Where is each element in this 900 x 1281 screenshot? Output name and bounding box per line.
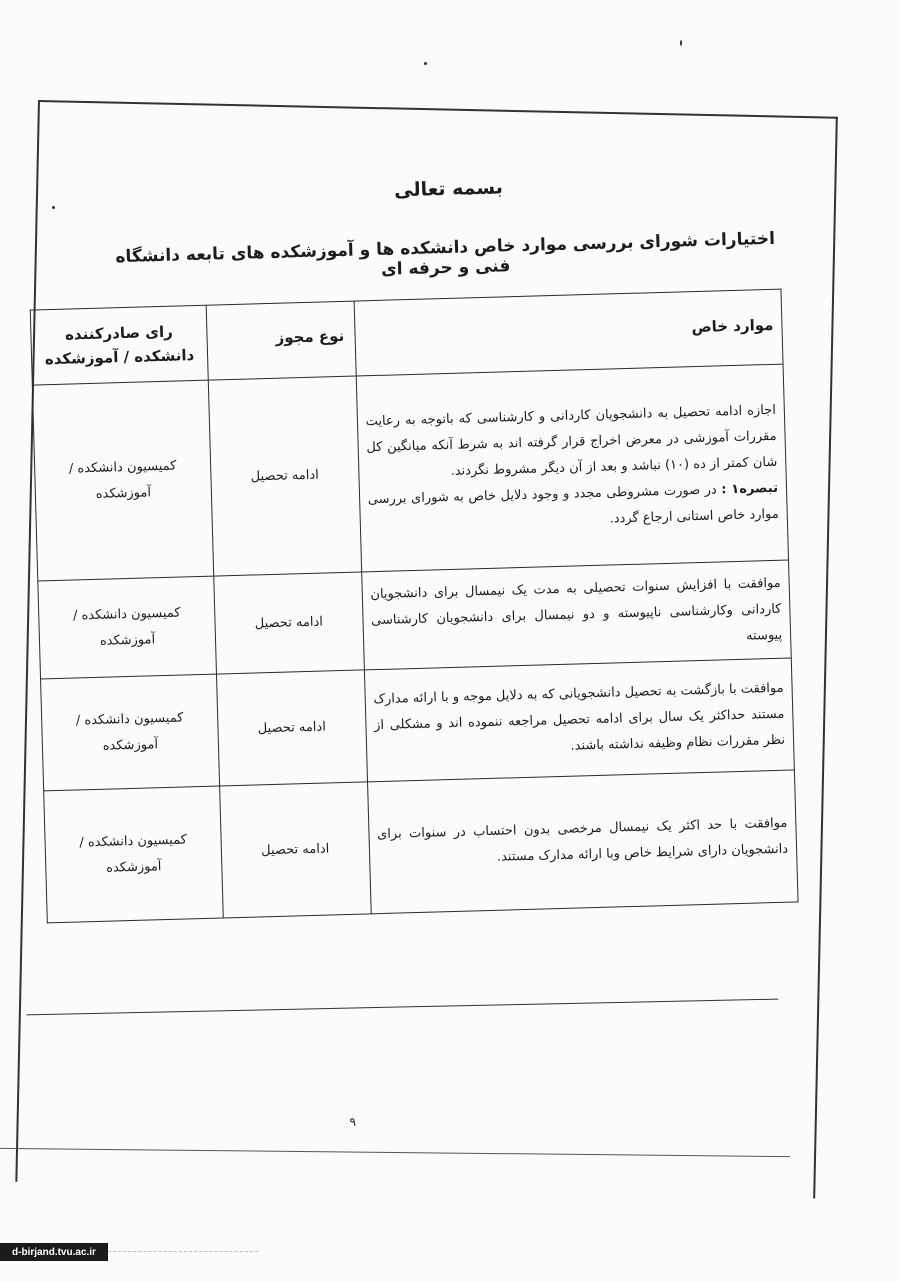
permit-type-cell: ادامه تحصیل (220, 782, 371, 918)
document-heading: بسمه تعالی (393, 176, 504, 202)
document-subheading: اختیارات شورای بررسی موارد خاص دانشکده ها و آموزشکده های تابعه دانشگاه فنی و حرفه ای (115, 228, 776, 280)
authority-cell: کمیسیون دانشکده / آموزشکده (44, 786, 224, 923)
authority-cell: کمیسیون دانشکده / آموزشکده (38, 576, 217, 679)
scan-speck (424, 62, 427, 65)
footer-divider (26, 999, 778, 1016)
case-cell (356, 364, 789, 572)
watermark-dash-line (108, 1251, 258, 1252)
table-row (41, 658, 795, 791)
case-cell: موافقت با افزایش سنوات تحصیلی به مدت یک نیمسال برای دانشجویان کاردانی وکارشناسی ناپیوسته و دو نیمسال برای دانشجویان کارشناسی پیوسته (361, 560, 791, 670)
scan-speck (52, 206, 55, 209)
case-text: اجازه ادامه تحصیل به دانشجویان کاردانی و کارشناسی که باتوجه به رعایت مقررات آموزشی در معرض اخراج قرار گرفته اند به شرط آنکه میانگین کل شان کمتر از ده (۱۰) نباشد و بعد از آن دیگر مشروط نگردند. (365, 402, 778, 479)
note-line (367, 475, 779, 538)
site-watermark-link[interactable]: d-birjand.tvu.ac.ir (0, 1243, 108, 1261)
note-label: تبصره۱ : (721, 480, 779, 497)
permit-type-cell: ادامه تحصیل (216, 670, 367, 786)
authority-cell: کمیسیون دانشکده / آموزشکده (32, 380, 213, 581)
scan-speck (680, 40, 682, 46)
permit-type-cell: ادامه تحصیل (208, 376, 361, 576)
table-row (32, 364, 788, 581)
header-issuing-authority: رای صادرکننده دانشکده / آموزشکده (30, 305, 208, 385)
case-cell: موافقت با بازگشت به تحصیل دانشجویانی که به دلایل موجه و با ارائه مدارک مستند حداکثر یک سال برای ادامه تحصیل مراجعه ننموده اند و مشکلی از نظر مقررات نظام وظیفه نداشته باشند. (364, 658, 794, 782)
note-text: در صورت مشروطی مجدد و وجود دلایل خاص به شورای بررسی موارد خاص استانی ارجاع گردد. (367, 482, 779, 527)
permit-type-cell: ادامه تحصیل (214, 572, 364, 674)
special-cases-table (30, 289, 799, 924)
case-cell: موافقت با حد اکثر یک نیمسال مرخصی بدون احتساب در سنوات برای دانشجویان دارای شرایط خاص وبا ارائه مدارک مستند. (367, 770, 798, 914)
authority-cell: کمیسیون دانشکده / آموزشکده (41, 674, 220, 791)
header-permit-type: نوع مجوز (206, 301, 356, 380)
page-number: ۹ (349, 1114, 357, 1130)
header-special-cases: موارد خاص (354, 289, 783, 376)
table-row (44, 770, 798, 923)
